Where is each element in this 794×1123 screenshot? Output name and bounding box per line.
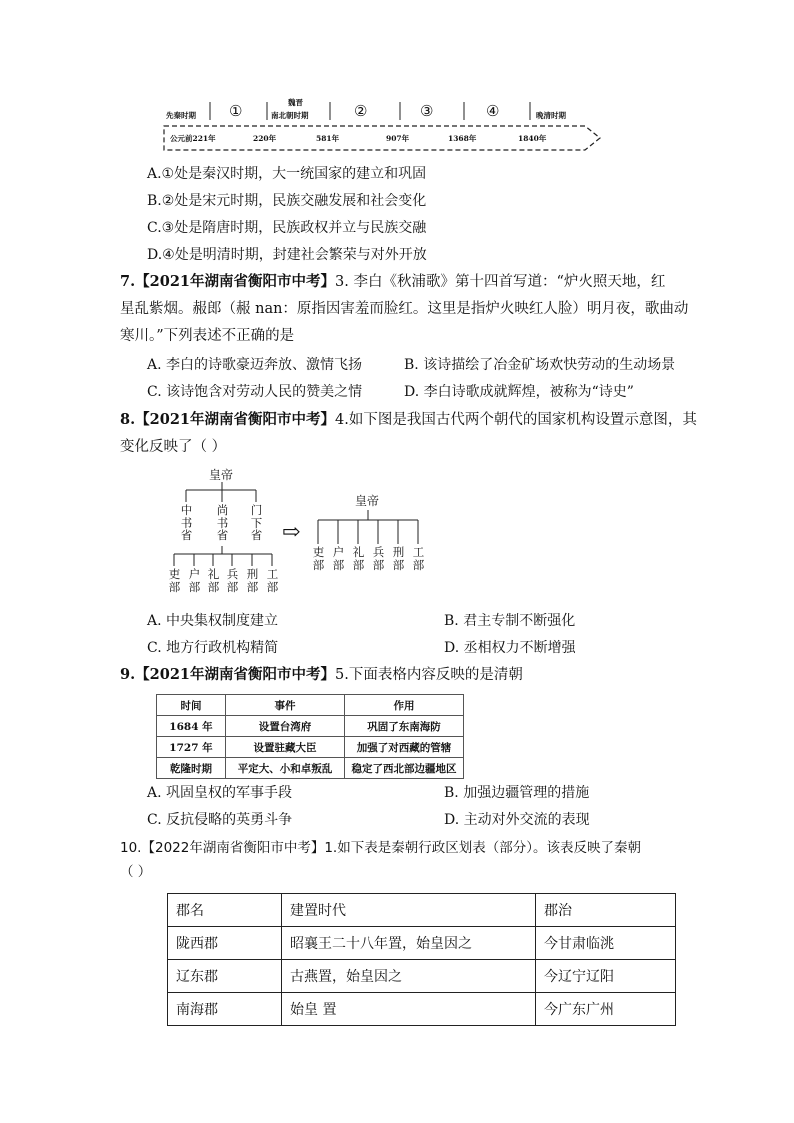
table-cell: 古燕置，始皇因之 (282, 960, 536, 993)
q7-line-1 (120, 272, 665, 292)
q6-option-b: B.②处是宋元时期，民族交融发展和社会变化 (147, 193, 427, 209)
timeline-label-pre-qin: 先秦时期 (166, 111, 196, 120)
q8-dept-1: 中书省 (180, 503, 193, 542)
q9-stem: 5.下面表格内容反映的是清朝 (335, 667, 523, 683)
table-cell: 今辽宁辽阳 (536, 960, 676, 993)
table-cell: 始皇 置 (282, 993, 536, 1026)
q10-header-name: 郡名 (168, 894, 282, 927)
timeline-year-1368: 1368年 (448, 134, 477, 143)
q8-left-ministry-2: 户部 (188, 567, 201, 594)
table-cell: 巩固了东南海防 (345, 716, 464, 737)
q8-diagram-lines (160, 462, 450, 602)
q8-option-a: A. 中央集权制度建立 (147, 613, 279, 629)
q9-option-c: C. 反抗侵略的英勇斗争 (147, 812, 293, 828)
q9-table (156, 694, 464, 779)
q8-diagram (160, 462, 450, 602)
q10-header-seat: 郡治 (536, 894, 676, 927)
q6-option-c: C.③处是隋唐时期，民族政权并立与民族交融 (147, 220, 427, 236)
q9-source: 【2021年湖南省衡阳市中考】 (135, 666, 335, 683)
q9-header-effect: 作用 (345, 695, 464, 716)
q8-stem-2: 变化反映了（ ） (120, 439, 227, 455)
q7-option-a: A. 李白的诗歌豪迈奔放、激情飞扬 (147, 357, 363, 373)
table-cell: 陇西郡 (168, 927, 282, 960)
table-cell: 今广东广州 (536, 993, 676, 1026)
q7-number: 7. (120, 273, 136, 290)
q8-dept-3: 门下省 (250, 503, 263, 542)
timeline-year-220: 220年 (253, 134, 277, 143)
q8-option-b: B. 君主专制不断强化 (444, 613, 576, 629)
q10-stem: 1.如下表是秦朝行政区划表（部分）。该表反映了秦朝 (324, 840, 641, 856)
q8-dept-2: 尚书省 (216, 503, 229, 542)
table-cell: 加强了对西藏的管辖 (345, 737, 464, 758)
q8-left-ministry-1: 吏部 (168, 567, 181, 594)
q7-option-d: D. 李白诗歌成就辉煌，被称为“诗史” (404, 384, 634, 400)
q7-source: 【2021年湖南省衡阳市中考】 (135, 273, 335, 290)
q10-header-era: 建置时代 (282, 894, 536, 927)
q8-right-ministry-4: 兵部 (372, 545, 385, 572)
q10-number: 10. (120, 840, 142, 856)
q7-option-c: C. 该诗饱含对劳动人民的赞美之情 (147, 384, 363, 400)
timeline-year-581: 581年 (316, 134, 340, 143)
q8-left-ministry-3: 礼部 (207, 567, 220, 594)
table-row (168, 993, 676, 1026)
q8-line-1 (120, 410, 697, 430)
timeline-marker-1: ① (229, 102, 243, 120)
q8-right-emperor: 皇帝 (355, 494, 380, 508)
q7-stem-1: 3. 李白《秋浦歌》第十四首写道：“炉火照天地，红 (335, 274, 666, 290)
q7-stem-2: 星乱紫烟。赧郎（赧 nan：原指因害羞而脸红。这里是指炉火映红人脸）明月夜，歌曲动 (120, 301, 689, 317)
table-row (157, 716, 464, 737)
table-cell: 1727 年 (157, 737, 226, 758)
timeline-year-907: 907年 (386, 134, 410, 143)
q6-option-d: D.④处是明清时期，封建社会繁荣与对外开放 (147, 247, 427, 263)
q8-right-ministry-5: 刑部 (392, 545, 405, 572)
q8-stem-1: 4.如下图是我国古代两个朝代的国家机构设置示意图，其 (335, 412, 697, 428)
q8-left-ministry-5: 刑部 (246, 567, 259, 594)
q9-option-d: D. 主动对外交流的表现 (444, 812, 590, 828)
q8-left-ministry-6: 工部 (266, 567, 279, 594)
q8-left-emperor: 皇帝 (209, 468, 234, 482)
q8-number: 8. (120, 411, 136, 428)
timeline-year-221bc: 公元前221年 (170, 134, 216, 143)
q7-option-b: B. 该诗描绘了冶金矿场欢快劳动的生动场景 (404, 357, 676, 373)
table-row (168, 894, 676, 927)
timeline-lines (160, 96, 610, 156)
q9-option-b: B. 加强边疆管理的措施 (444, 785, 590, 801)
timeline-label-late-qing: 晚清时期 (536, 111, 566, 120)
q9-header-time: 时间 (157, 695, 226, 716)
q9-option-a: A. 巩固皇权的军事手段 (147, 785, 293, 801)
q8-arrow: ⇨ (282, 520, 301, 545)
timeline-figure (160, 96, 610, 156)
q8-option-c: C. 地方行政机构精简 (147, 640, 279, 656)
timeline-marker-4: ④ (486, 102, 500, 120)
q8-right-ministry-6: 工部 (412, 545, 425, 572)
q9-number: 9. (120, 666, 136, 683)
table-row (157, 737, 464, 758)
timeline-year-1840: 1840年 (518, 134, 547, 143)
q10-source: 【2022年湖南省衡阳市中考】 (141, 840, 325, 856)
timeline-label-weijin: 魏晋 (288, 98, 303, 107)
table-cell: 1684 年 (157, 716, 226, 737)
q8-left-ministry-4: 兵部 (226, 567, 239, 594)
q10-table (167, 893, 676, 1026)
q7-stem-3: 寒川。”下列表述不正确的是 (120, 328, 295, 344)
timeline-marker-2: ② (354, 102, 368, 120)
table-row (168, 960, 676, 993)
q8-right-ministry-2: 户部 (332, 545, 345, 572)
table-cell: 辽东郡 (168, 960, 282, 993)
table-cell: 稳定了西北部边疆地区 (345, 758, 464, 779)
table-cell: 设置驻藏大臣 (226, 737, 345, 758)
q8-right-ministry-1: 吏部 (312, 545, 325, 572)
table-cell: 昭襄王二十八年置，始皇因之 (282, 927, 536, 960)
table-cell: 平定大、小和卓叛乱 (226, 758, 345, 779)
table-cell: 乾隆时期 (157, 758, 226, 779)
q8-source: 【2021年湖南省衡阳市中考】 (135, 411, 335, 428)
q9-header-event: 事件 (226, 695, 345, 716)
table-row (157, 695, 464, 716)
table-row (157, 758, 464, 779)
q6-option-a: A.①处是秦汉时期，大一统国家的建立和巩固 (147, 166, 427, 182)
timeline-marker-3: ③ (420, 102, 434, 120)
q8-right-ministry-3: 礼部 (352, 545, 365, 572)
q10-line-1 (120, 838, 641, 858)
q10-blank: （ ） (120, 864, 152, 880)
table-row (168, 927, 676, 960)
timeline-label-nanbei: 南北朝时期 (271, 111, 309, 120)
q8-option-d: D. 丞相权力不断增强 (444, 640, 576, 656)
table-cell: 设置台湾府 (226, 716, 345, 737)
table-cell: 南海郡 (168, 993, 282, 1026)
table-cell: 今甘肃临洮 (536, 927, 676, 960)
q9-line-1 (120, 665, 523, 685)
